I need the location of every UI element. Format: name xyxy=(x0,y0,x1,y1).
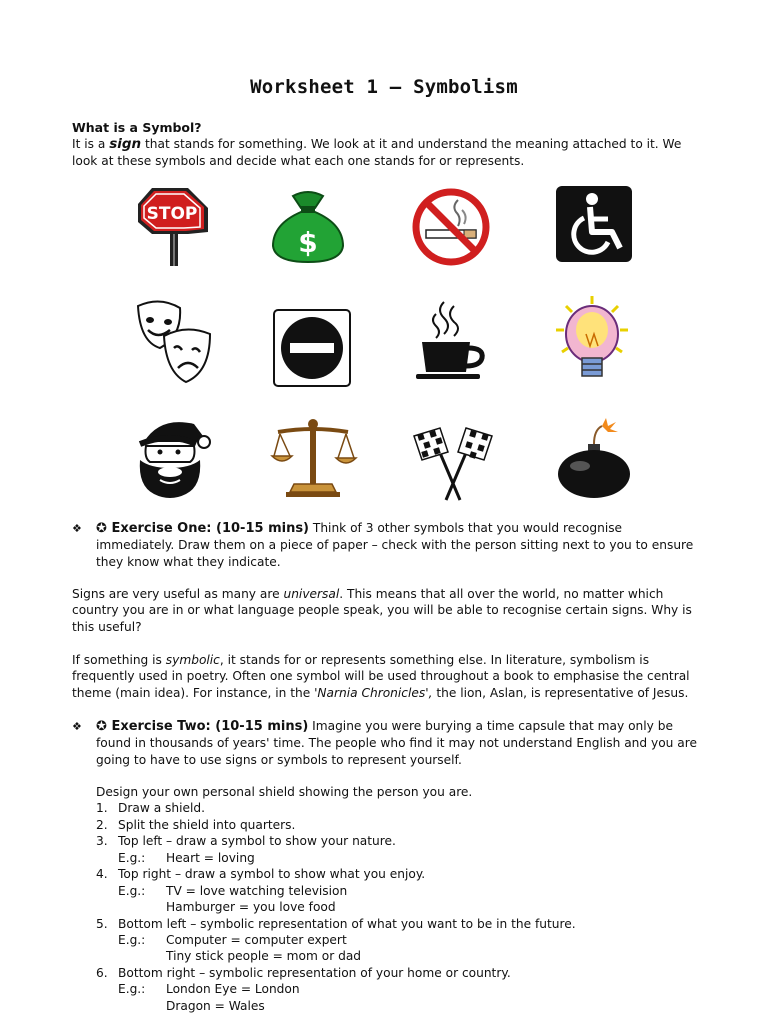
lightbulb-icon xyxy=(550,294,640,384)
exercise-one-line-1: ✪ Exercise One: (10-15 mins) Think of 3 other symbols that you would recognise xyxy=(96,521,623,536)
exercise-one-star: ✪ xyxy=(96,521,107,536)
intro-section xyxy=(72,120,712,169)
universal-emphasis: universal xyxy=(283,587,340,601)
no-entry-icon xyxy=(270,308,360,398)
exercise-two-line-1: ✪ Exercise Two: (10-15 mins) Imagine you were burying a time capsule that may only be xyxy=(96,719,673,734)
checkered-flags-icon xyxy=(410,416,500,506)
example-row: Dragon = Wales xyxy=(166,998,265,1013)
exercise-two xyxy=(96,718,716,768)
signs-paragraph: Signs are very useful as many are universal. This means that all over the world, no matter which country you are in or what language people speak, you will be able to recognise certain signs. Why is this useful? xyxy=(72,587,692,634)
list-item: 1. Draw a shield. xyxy=(96,801,206,816)
bomb-icon xyxy=(550,414,640,504)
intro-line-2: look at these symbols and decide what each one stands for or represents. xyxy=(72,153,525,168)
symbolic-paragraph: If something is symbolic, it stands for or represents something else. In literature, symbolism is frequently used in poetry. Often one symbol will be used throughout a book to emphasise the central theme (main idea). For instance, in the 'Narnia Chronicles', the lion, Aslan, is representative of Jesus. xyxy=(72,653,690,700)
stop-sign-icon xyxy=(130,182,220,272)
sign-emphasis: sign xyxy=(109,136,142,153)
list-item: 6. Bottom right – symbolic representation of your home or country. xyxy=(96,965,511,980)
exercise-one-line-3: they know what they indicate. xyxy=(96,554,281,569)
intro-line-1: It is a sign that stands for something. We look at it and understand the meaning attached to it. We xyxy=(72,136,682,153)
example-row: Tiny stick people = mom or dad xyxy=(166,949,362,964)
money-bag-icon xyxy=(263,184,353,274)
wheelchair-icon xyxy=(550,182,640,272)
example-row: E.g.: London Eye = London xyxy=(118,982,300,997)
coffee-cup-icon xyxy=(406,296,496,386)
exercise-one-line-2: immediately. Draw them on a piece of paper – check with the person sitting next to you to ensure xyxy=(96,538,694,553)
exercise-two-label: Exercise Two: (10-15 mins) xyxy=(111,719,309,734)
example-row: E.g.: Computer = computer expert xyxy=(118,932,347,947)
svg-text:STOP: STOP xyxy=(146,204,198,224)
exercise-two-line-3: going to have to use signs or symbols to represent yourself. xyxy=(96,752,462,767)
list-item: 2. Split the shield into quarters. xyxy=(96,817,296,832)
theatre-masks-icon xyxy=(130,296,220,386)
example-row: E.g.: Heart = loving xyxy=(118,850,255,865)
santa-icon xyxy=(130,414,220,504)
list-item: 3. Top left – draw a symbol to show your nature. xyxy=(96,834,396,849)
symbolic-emphasis: symbolic xyxy=(165,653,220,667)
exercise-two-bullet: ❖ xyxy=(72,720,82,733)
exercise-two-star: ✪ xyxy=(96,719,107,734)
no-smoking-icon xyxy=(406,182,496,272)
exercise-one-label: Exercise One: (10-15 mins) xyxy=(111,521,310,536)
exercise-one-bullet: ❖ xyxy=(72,522,82,535)
shield-instructions xyxy=(96,784,696,1014)
example-row: Hamburger = you love food xyxy=(166,900,336,915)
intro-heading: What is a Symbol? xyxy=(72,120,202,135)
svg-text:$: $ xyxy=(298,226,318,259)
exercise-one xyxy=(96,520,716,570)
narnia-emphasis: 'Narnia Chronicles', xyxy=(314,685,433,700)
exercise-two-line-2: found in thousands of years' time. The people who find it may not understand English and you are xyxy=(96,736,697,751)
list-item: 4. Top right – draw a symbol to show what you enjoy. xyxy=(96,867,426,882)
list-item: 5. Bottom left – symbolic representation of what you want to be in the future. xyxy=(96,916,576,931)
scales-of-justice-icon xyxy=(270,414,360,504)
example-row: E.g.: TV = love watching television xyxy=(118,883,348,898)
shield-intro: Design your own personal shield showing the person you are. xyxy=(96,785,473,799)
page-title: Worksheet 1 – Symbolism xyxy=(250,76,518,98)
